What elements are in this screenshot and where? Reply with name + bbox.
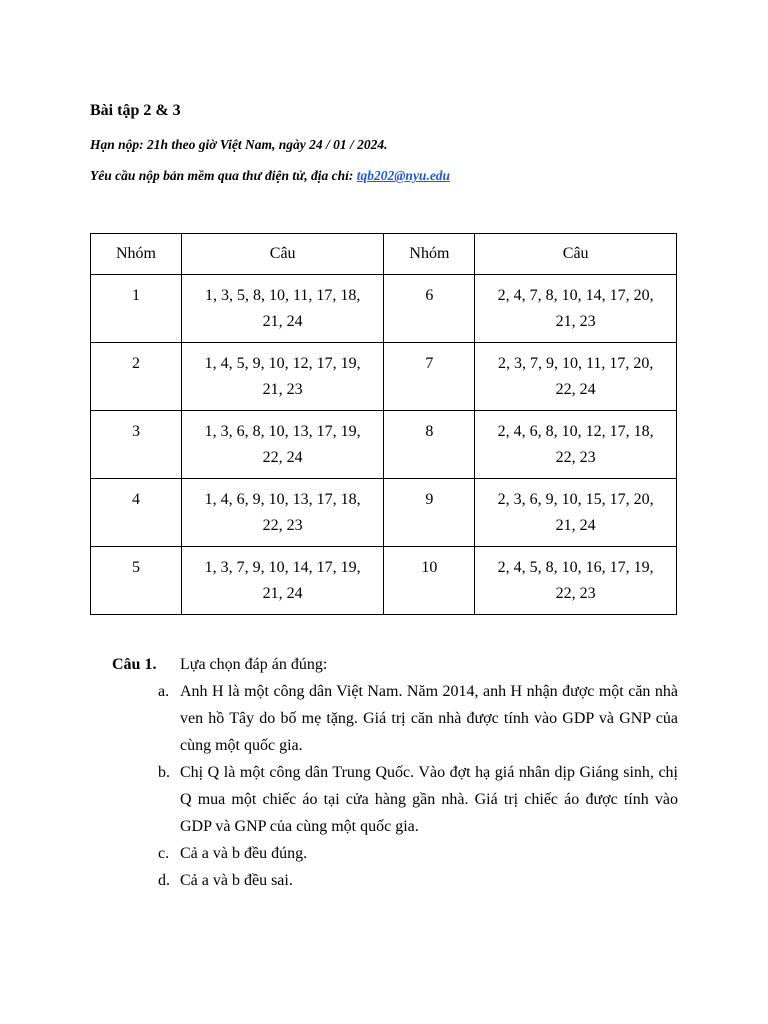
question-list-line: 21, 23 [262, 381, 303, 398]
question-list-cell [475, 275, 677, 343]
header-group-left: Nhóm [91, 234, 182, 275]
header-group-right: Nhóm [384, 234, 475, 275]
question-block [112, 652, 678, 894]
question-list-line: 2, 4, 7, 8, 10, 14, 17, 20, [497, 287, 654, 304]
question-list-line: 1, 3, 7, 9, 10, 14, 17, 19, [204, 559, 361, 576]
question-list-cell [181, 343, 384, 411]
page-title: Bài tập 2 & 3 [90, 102, 181, 119]
answer-option-a [112, 678, 678, 759]
option-text: Chị Q là một công dân Trung Quốc. Vào đợt hạ giá nhân dịp Giáng sinh, chị Q mua một chiếc áo tại cửa hàng gần nhà. Giá trị chiếc áo được tính vào GDP và GNP của cùng một quốc gia. [180, 764, 678, 835]
group-number-cell: 3 [91, 411, 182, 479]
table-row [91, 275, 677, 343]
table-header-row [91, 234, 677, 275]
question-list-cell [475, 343, 677, 411]
group-number-cell: 6 [384, 275, 475, 343]
submission-text: Yêu cầu nộp bản mềm qua thư điện tử, địa chỉ: [90, 168, 357, 183]
question-list-line: 1, 3, 6, 8, 10, 13, 17, 19, [204, 423, 361, 440]
answer-option-d [112, 867, 678, 894]
group-number-cell: 2 [91, 343, 182, 411]
option-letter: b. [158, 764, 170, 781]
option-text: Cả a và b đều sai. [180, 872, 293, 889]
question-list-line: 1, 3, 5, 8, 10, 11, 17, 18, [204, 287, 361, 304]
question-list-line: 22, 24 [262, 449, 303, 466]
group-number-cell: 9 [384, 479, 475, 547]
question-list-cell [181, 275, 384, 343]
submission-instructions [90, 166, 450, 186]
question-list-line: 22, 23 [555, 449, 596, 466]
group-assignment-table [90, 233, 677, 615]
question-list-cell [475, 547, 677, 615]
group-number-cell: 1 [91, 275, 182, 343]
group-number-cell: 4 [91, 479, 182, 547]
question-list-cell [181, 479, 384, 547]
question-list-line: 21, 24 [555, 517, 596, 534]
table-row [91, 343, 677, 411]
table-row [91, 547, 677, 615]
header-questions-right: Câu [475, 234, 677, 275]
answer-options [112, 678, 678, 894]
header-questions-left: Câu [181, 234, 384, 275]
question-list-line: 21, 24 [262, 313, 303, 330]
group-number-cell: 8 [384, 411, 475, 479]
group-number-cell: 5 [91, 547, 182, 615]
question-number: Câu 1. [112, 656, 157, 673]
question-list-line: 2, 3, 6, 9, 10, 15, 17, 20, [497, 491, 654, 508]
question-prompt: Lựa chọn đáp án đúng: [180, 656, 328, 673]
group-number-cell: 7 [384, 343, 475, 411]
question-list-cell [181, 547, 384, 615]
answer-option-b [112, 759, 678, 840]
option-text: Anh H là một công dân Việt Nam. Năm 2014, anh H nhận được một căn nhà ven hồ Tây do bố mẹ tặng. Giá trị căn nhà được tính vào GDP và GNP của cùng một quốc gia. [180, 683, 678, 754]
option-text: Cả a và b đều đúng. [180, 845, 308, 862]
answer-option-c [112, 840, 678, 867]
table-row [91, 479, 677, 547]
option-letter: d. [158, 872, 170, 889]
question-heading [112, 652, 678, 678]
question-list-cell [181, 411, 384, 479]
question-list-line: 22, 23 [262, 517, 303, 534]
question-list-cell [475, 411, 677, 479]
question-list-line: 22, 24 [555, 381, 596, 398]
question-list-line: 21, 23 [555, 313, 596, 330]
deadline-text: Hạn nộp: 21h theo giờ Việt Nam, ngày 24 / 01 / 2024. [90, 137, 388, 152]
question-list-line: 2, 4, 6, 8, 10, 12, 17, 18, [497, 423, 654, 440]
question-list-line: 22, 23 [555, 585, 596, 602]
question-list-line: 1, 4, 5, 9, 10, 12, 17, 19, [204, 355, 361, 372]
table-row [91, 411, 677, 479]
group-number-cell: 10 [384, 547, 475, 615]
email-link[interactable]: tqb202@nyu.edu [356, 168, 451, 183]
question-list-line: 2, 4, 5, 8, 10, 16, 17, 19, [497, 559, 654, 576]
question-list-line: 2, 3, 7, 9, 10, 11, 17, 20, [497, 355, 654, 372]
question-list-cell [475, 479, 677, 547]
question-list-line: 21, 24 [262, 585, 303, 602]
option-letter: a. [158, 683, 170, 700]
question-list-line: 1, 4, 6, 9, 10, 13, 17, 18, [204, 491, 361, 508]
option-letter: c. [158, 845, 170, 862]
